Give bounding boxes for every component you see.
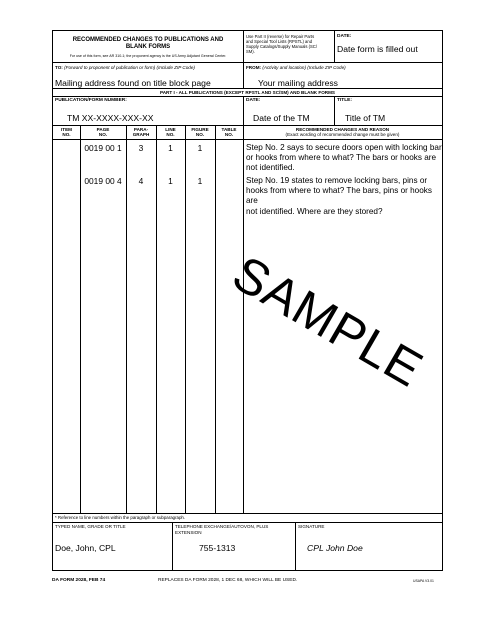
signature-value[interactable]: CPL John Doe [307,543,363,553]
name-value[interactable]: Doe, John, CPL [55,543,116,553]
pubnum-value[interactable]: TM XX-XXXX-XXX-XX [67,113,154,123]
row2-reason[interactable]: Step No. 19 states to remove locking bars, pins or hooks from where to what? The bars, pins or hooks are not identified. Where are they stored? [246,176,432,216]
col-page-no: PAGE NO. [96,127,110,138]
header-date-value[interactable]: Date form is filled out [337,44,418,54]
name-label: TYPED NAME, GRADE OR TITLE [55,524,126,529]
pub-title-label: TITLE: [337,98,352,103]
row1-line[interactable]: 1 [168,143,173,153]
col-line-no: LINE NO. [165,127,176,138]
sample-watermark: SAMPLE [223,244,433,398]
col-table-no: TABLE NO. [221,127,237,138]
col-recommended-changes: RECOMMENDED CHANGES AND REASON (Exact wording of recommended change must be given) [285,127,400,138]
form-title: RECOMMENDED CHANGES TO PUBLICATIONS AND BLANK FORMS [72,37,224,50]
row2-page[interactable]: 0019 00 4 [84,176,122,186]
part2-note: Use Part II (reverse) for Repair Parts and Special Tool Lists (RPSTL) and Supply Catalogs/Supply Manuals (SC/ SM). [246,34,317,54]
to-address[interactable]: Mailing address found on title block page [55,78,211,88]
col-item-no: ITEM NO. [61,127,72,138]
replaces-note: REPLACES DA FORM 2028, 1 DEC 68, WHICH WILL BE USED. [158,578,298,583]
row1-figure[interactable]: 1 [197,143,203,153]
pubnum-label: PUBLICATION/FORM NUMBER: [55,98,127,103]
to-label-row: TO: (Forward to proponent of publication or form) (Include ZIP Code) [55,65,195,70]
pub-date-value[interactable]: Date of the TM [253,113,310,123]
header-date-label: DATE: [337,34,352,39]
from-address[interactable]: Your mailing address [258,78,338,88]
pub-date-label: DATE: [246,98,261,103]
pub-title-value[interactable]: Title of TM [345,113,386,123]
row1-reason[interactable]: Step No. 2 says to secure doors open with locking bar or hooks from where to what? The bars or hooks are not identified. [246,143,442,173]
phone-label: TELEPHONE EXCHANGE/AUTOVON, PLUS EXTENSION [175,524,269,535]
part1-heading: PART I - ALL PUBLICATIONS (EXCEPT RPSTL AND SC/SM) AND BLANK FORMS [160,89,335,95]
reference-note: * Reference to line numbers within the paragraph or subparagraph. [55,515,186,520]
row2-line[interactable]: 1 [168,176,173,186]
row1-page[interactable]: 0019 00 1 [84,143,122,153]
col-paragraph: PARA- GRAPH [132,127,150,138]
row1-paragraph[interactable]: 3 [138,143,144,153]
form-code: USAPA V3.01 [413,579,434,583]
form-id: DA FORM 2028, FEB 74 [52,578,106,583]
col-figure-no: FIGURE NO. [191,127,209,138]
row2-paragraph[interactable]: 4 [138,176,144,186]
signature-label: SIGNATURE [298,524,325,529]
row2-figure[interactable]: 1 [197,176,203,186]
phone-value[interactable]: 755-1313 [199,543,236,553]
use-note: For use of this form, see AR 310-1; the proponent agency is the US Army Adjutant General Center. [69,54,227,58]
from-label-row: FROM: (Activity and location) (Include ZIP Code) [246,65,346,70]
